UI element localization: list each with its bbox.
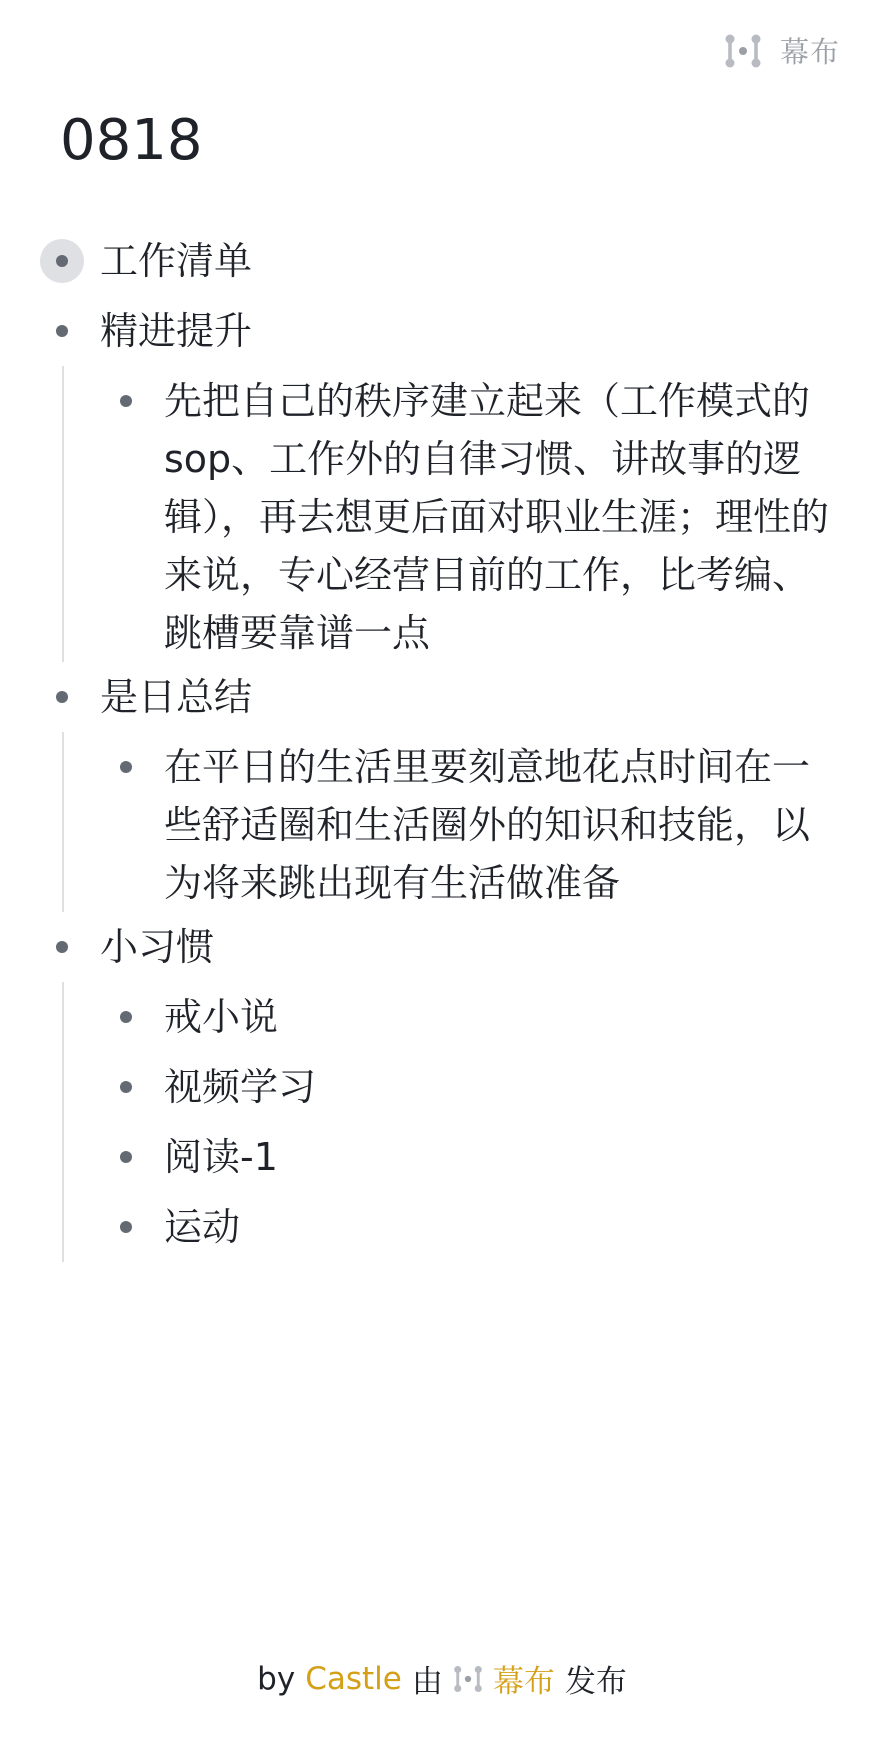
header-brand[interactable] — [724, 30, 840, 71]
outline-item-text[interactable]: 工作清单 — [100, 239, 253, 283]
bullet-dot-icon — [56, 255, 68, 267]
footer — [0, 1656, 884, 1701]
outline-subitem-text[interactable]: 先把自己的秩序建立起来（工作模式的sop、工作外的自律习惯、讲故事的逻辑），再去想更后面对职业生涯；理性的来说，专心经营目前的工作，比考编、跳槽要靠谱一点 — [164, 379, 830, 655]
bullet-dot-icon — [120, 395, 132, 407]
bullet-handle[interactable] — [104, 1122, 148, 1192]
outline-item-text[interactable]: 是日总结 — [100, 675, 253, 719]
bullet-handle[interactable] — [104, 1192, 148, 1262]
bullet-dot-icon — [120, 761, 132, 773]
outline-children — [62, 366, 840, 662]
document-title: 0818 — [60, 108, 203, 173]
footer-published: 发布 — [564, 1664, 627, 1700]
bullet-handle[interactable] — [40, 912, 84, 982]
footer-author-link[interactable]: Castle — [305, 1660, 402, 1697]
outline-node — [40, 912, 840, 1262]
outline-subitem[interactable] — [104, 982, 840, 1052]
outline-item[interactable] — [40, 662, 840, 732]
bullet-handle[interactable] — [104, 1052, 148, 1122]
bullet-dot-icon — [120, 1011, 132, 1023]
bullet-dot-icon — [120, 1221, 132, 1233]
bullet-dot-icon — [56, 941, 68, 953]
bullet-dot-icon — [56, 325, 68, 337]
outline-subitem-text[interactable]: 视频学习 — [164, 1065, 317, 1109]
outline-node — [40, 662, 840, 912]
outline-subitem[interactable] — [104, 1192, 840, 1262]
footer-brand-link[interactable]: 幕布 — [492, 1664, 555, 1700]
mubu-logo-icon — [724, 34, 762, 68]
outline-children — [62, 732, 840, 912]
outline-subitem[interactable] — [104, 366, 840, 662]
outline-subitem[interactable] — [104, 1122, 840, 1192]
bullet-handle[interactable] — [40, 296, 84, 366]
outline-node — [40, 226, 840, 296]
outline-subitem[interactable] — [104, 732, 840, 912]
outline-item-text[interactable]: 精进提升 — [100, 309, 253, 353]
bullet-handle[interactable] — [104, 366, 148, 436]
outline-subitem-text[interactable]: 在平日的生活里要刻意地花点时间在一些舒适圈和生活圈外的知识和技能，以为将来跳出现有生活做准备 — [164, 745, 811, 905]
bullet-handle[interactable] — [40, 226, 84, 296]
bullet-handle[interactable] — [104, 982, 148, 1052]
outline-item-text[interactable]: 小习惯 — [100, 925, 215, 969]
outline-subitem-text[interactable]: 戒小说 — [164, 995, 279, 1039]
outline-node — [40, 296, 840, 662]
brand-name: 幕布 — [779, 35, 840, 69]
bullet-dot-icon — [56, 691, 68, 703]
outline-subitem-text[interactable]: 运动 — [164, 1205, 241, 1249]
outline-subitem[interactable] — [104, 1052, 840, 1122]
outline-item[interactable] — [40, 912, 840, 982]
mubu-logo-icon — [453, 1665, 483, 1693]
footer-by: by — [257, 1660, 296, 1697]
bullet-dot-icon — [120, 1151, 132, 1163]
bullet-dot-icon — [120, 1081, 132, 1093]
footer-via: 由 — [411, 1664, 443, 1700]
outline-children — [62, 982, 840, 1262]
outline-tree — [40, 226, 840, 1262]
bullet-handle[interactable] — [40, 662, 84, 732]
bullet-handle[interactable] — [104, 732, 148, 802]
outline-item[interactable] — [40, 226, 840, 296]
outline-item[interactable] — [40, 296, 840, 366]
outline-subitem-text[interactable]: 阅读-1 — [164, 1135, 278, 1179]
